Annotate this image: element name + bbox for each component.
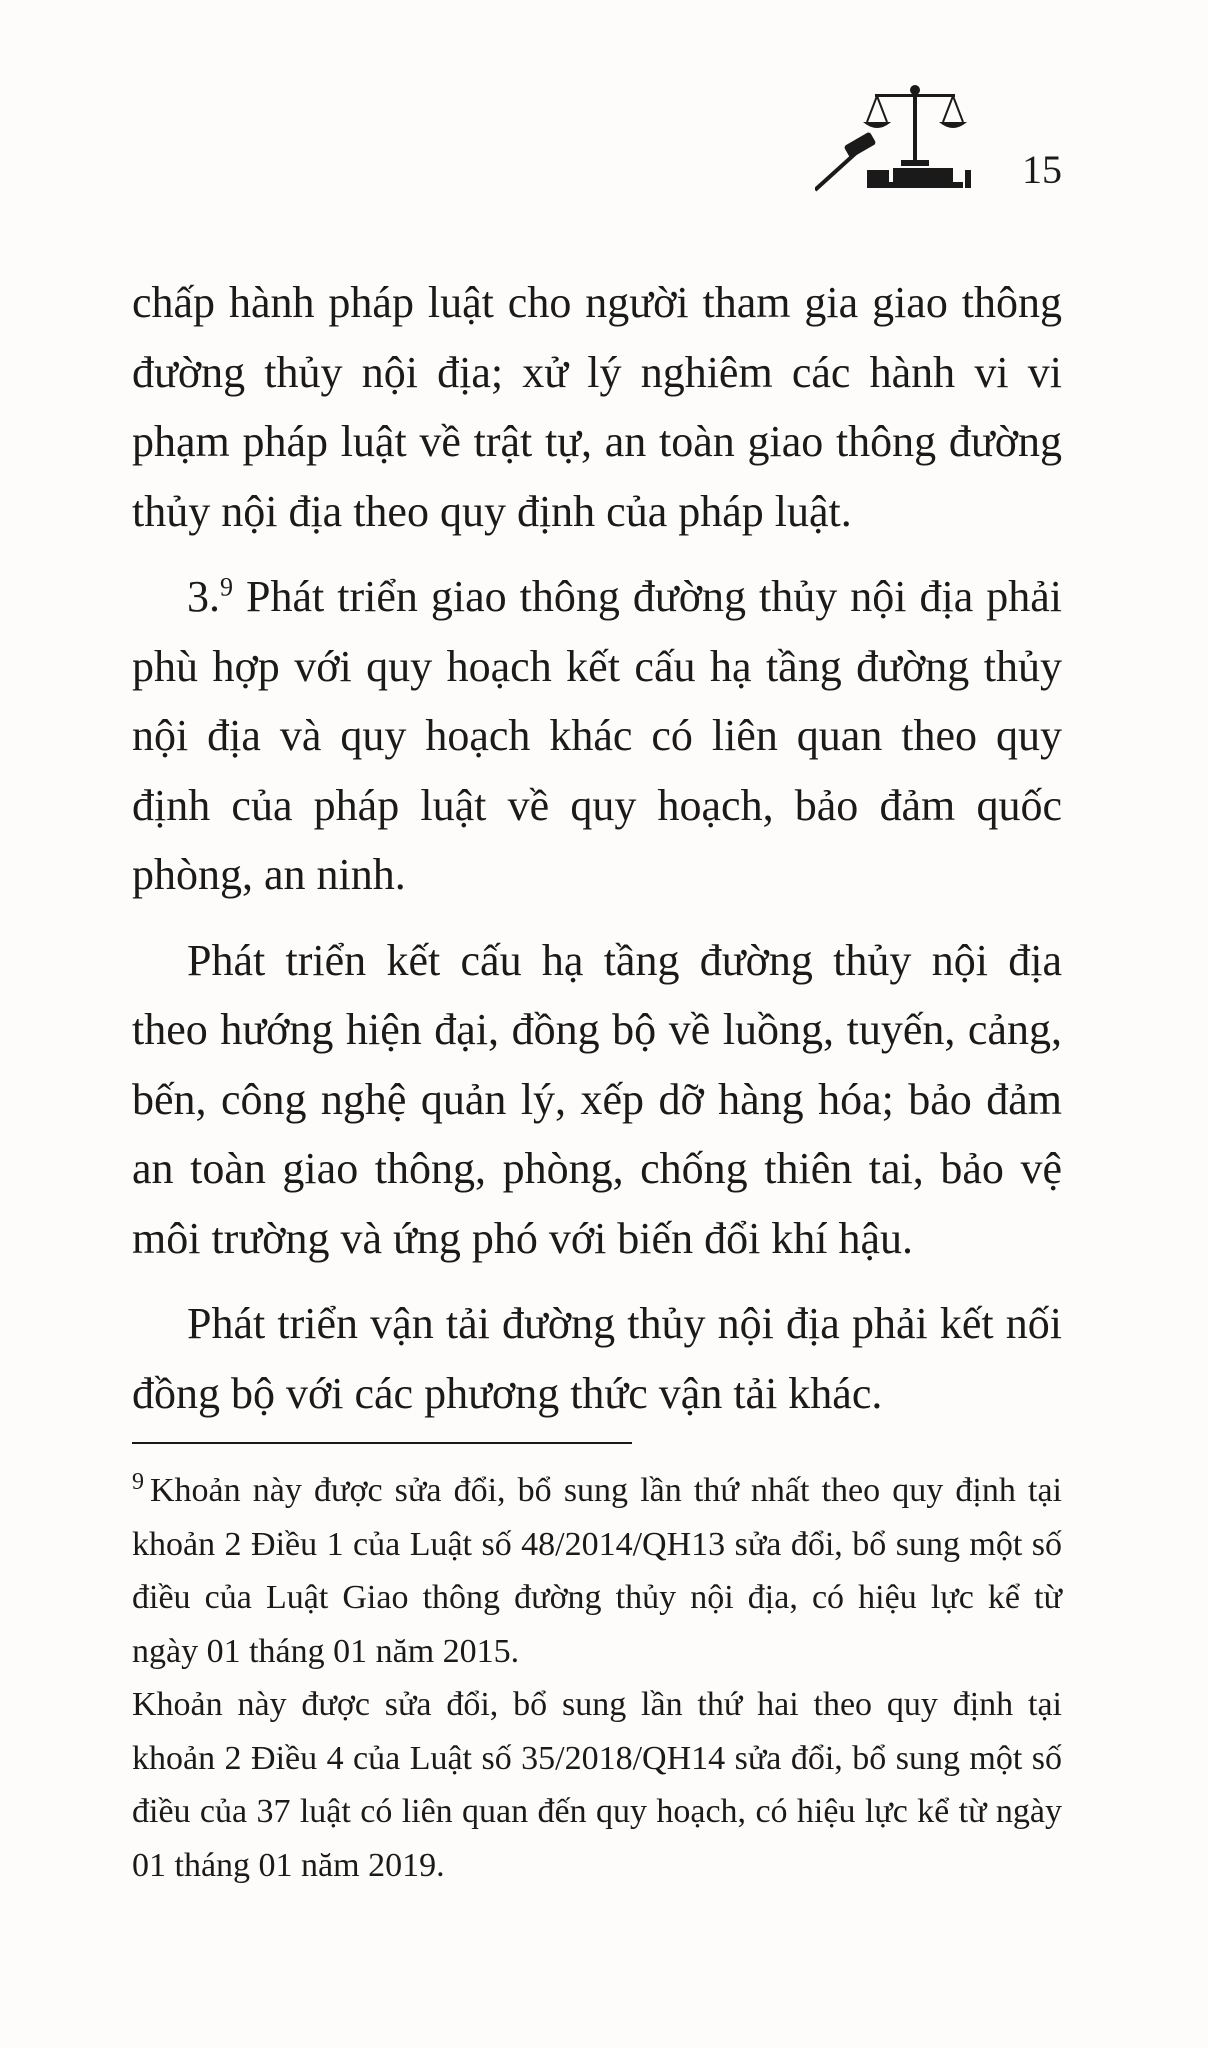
clause-number: 3. [187,572,220,621]
clause-3-text: Phát triển giao thông đường thủy nội địa phải phù hợp với quy hoạch kết cấu hạ tầng đường thủy nội địa và quy hoạch khác có liên quan theo quy định của pháp luật về quy hoạch, bảo đảm quốc phòng, an ninh. [132,572,1063,899]
scales-of-justice-gavel-icon [815,82,985,197]
main-text [132,268,1062,1428]
footnote-divider [132,1442,632,1444]
page-number: 15 [1022,147,1062,192]
paragraph-continued: chấp hành pháp luật cho người tham gia giao thông đường thủy nội địa; xử lý nghiêm các hành vi vi phạm pháp luật về trật tự, an toàn giao thông đường thủy nội địa theo quy định của pháp luật. [132,278,1062,536]
footnotes-section [132,1464,1062,1892]
clause-3 [132,562,1062,910]
footnote-mark: 9 [132,1468,144,1495]
paragraph-infrastructure: Phát triển kết cấu hạ tầng đường thủy nội địa theo hướng hiện đại, đồng bộ về luồng, tuyến, cảng, bến, công nghệ quản lý, xếp dỡ hàng hóa; bảo đảm an toàn giao thông, phòng, chống thiên tai, bảo vệ môi trường và ứng phó với biến đổi khí hậu. [132,935,1062,1263]
footnote-9 [132,1464,1062,1678]
footnote-9-continued: Khoản này được sửa đổi, bổ sung lần thứ hai theo quy định tại khoản 2 Điều 4 của Luật số 35/2018/QH14 sửa đổi, bổ sung một số điều của 37 luật có liên quan đến quy hoạch, có hiệu lực kể từ ngày 01 tháng 01 năm 2019. [132,1686,1062,1884]
footnote-9-part-1: Khoản này được sửa đổi, bổ sung lần thứ nhất theo quy định tại khoản 2 Điều 1 của Luật số 48/2014/QH13 sửa đổi, bổ sung một số điều của Luật Giao thông đường thủy nội địa, có hiệu lực kể từ ngày 01 tháng 01 năm 2015. [132,1472,1062,1670]
paragraph-transport: Phát triển vận tải đường thủy nội địa phải kết nối đồng bộ với các phương thức vận tải khác. [132,1299,1062,1418]
footnote-reference[interactable]: 9 [220,572,233,602]
